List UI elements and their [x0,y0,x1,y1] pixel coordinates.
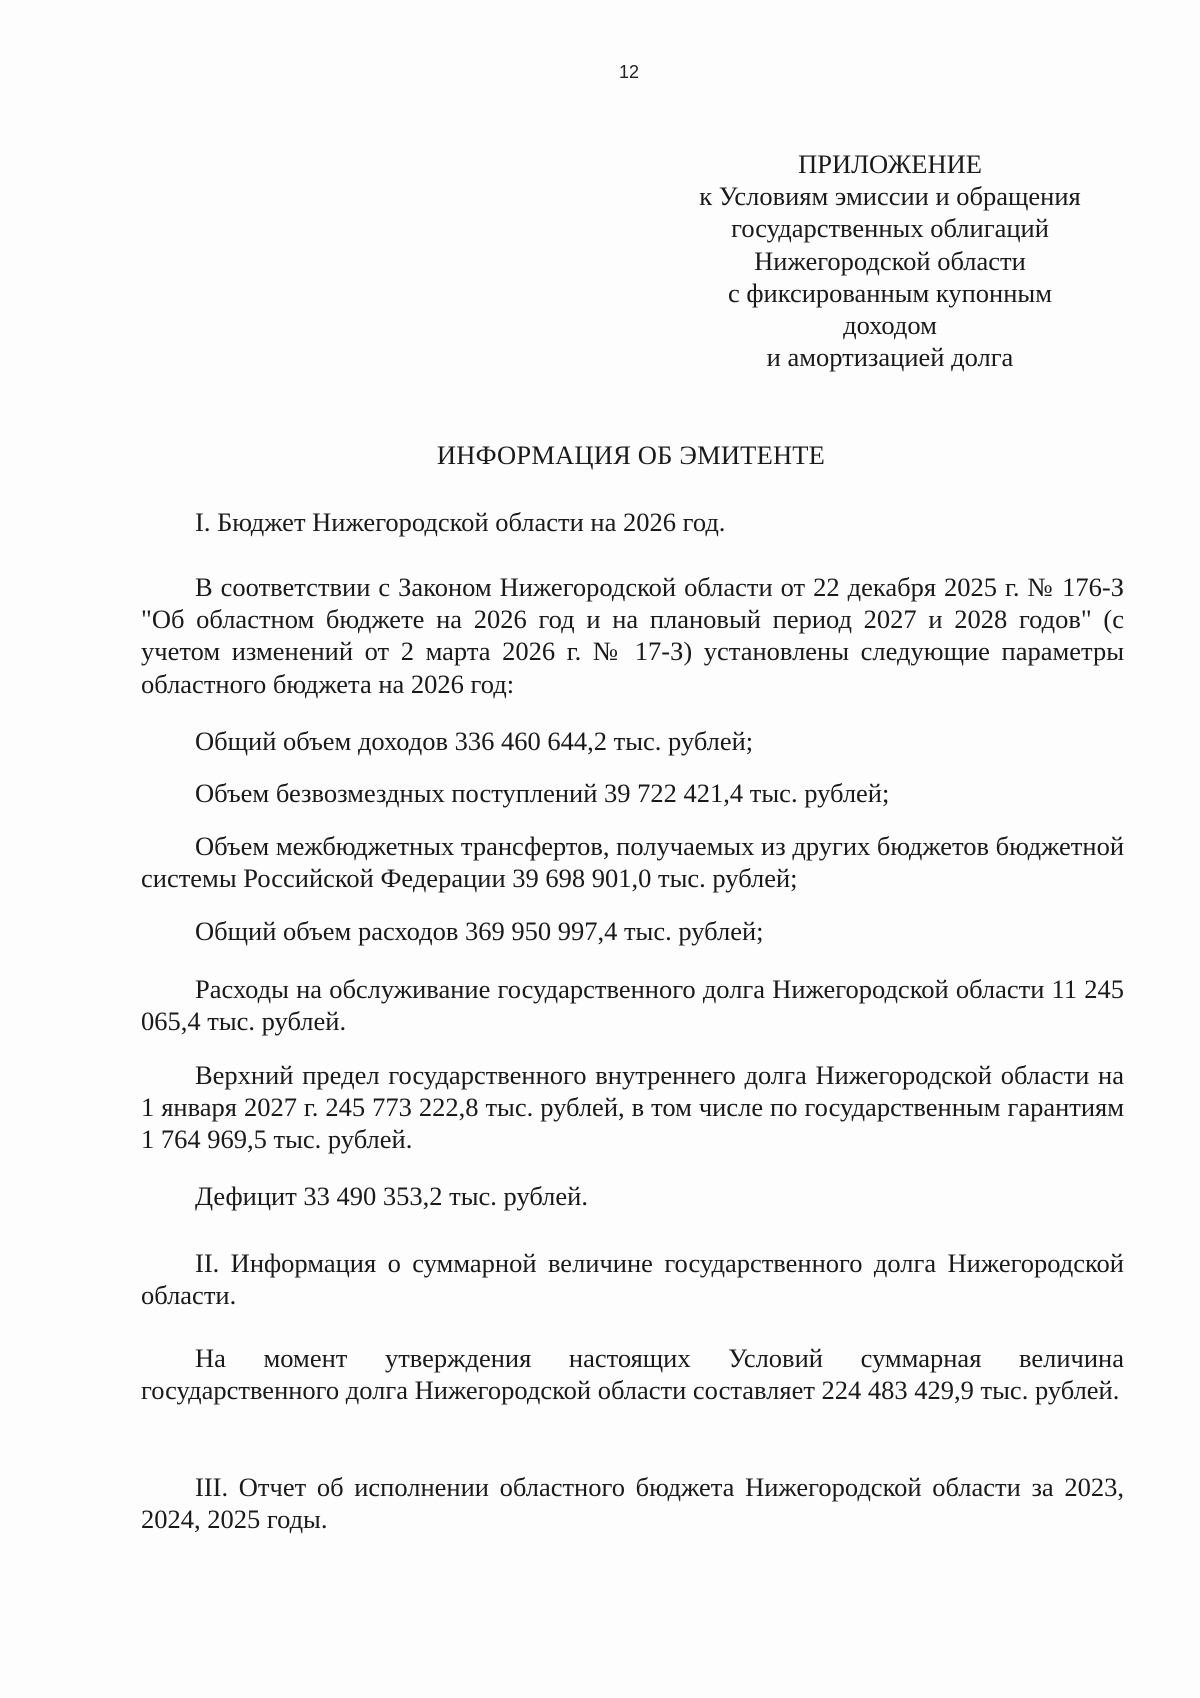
section-1-title: I. Бюджет Нижегородской области на 2026 год. [195,507,726,537]
appendix-line: государственных облигаций [731,213,1049,244]
section-2-title: II. Информация о суммарной величине государственного долга Нижегородской области. [141,1248,1124,1311]
expenses-paragraph: Общий объем расходов 369 950 997,4 тыс. рублей; [195,916,764,946]
appendix-line: с фиксированным купонным [727,277,1052,308]
section-1-intro: В соответствии с Законом Нижегородской области от 22 декабря 2025 г. № 176-З "Об областном бюджете на 2026 год и на плановый период 2027 и 2028 годов" (с учетом изменений от 2 марта 2026 г. № 17-З) установлены следующие параметры областного бюджета на 2026 год: [141,572,1124,699]
document-heading: ИНФОРМАЦИЯ ОБ ЭМИТЕНТЕ [436,440,826,470]
appendix-title: ПРИЛОЖЕНИЕ [798,149,982,179]
appendix-line: и амортизацией долга [766,342,1014,373]
page-number: 12 [618,62,640,82]
appendix-line: доходом [843,310,937,341]
transfers-paragraph: Объем межбюджетных трансфертов, получаемых из других бюджетов бюджетной системы Российской Федерации 39 698 901,0 тыс. рублей; [141,831,1124,894]
appendix-block [660,148,1120,373]
appendix-line: к Условиям эмиссии и обращения [699,181,1081,212]
grants-paragraph: Объем безвозмездных поступлений 39 722 421,4 тыс. рублей; [195,778,890,808]
section-2-text: На момент утверждения настоящих Условий суммарная величина государственного долга Нижегородской области составляет 224 483 429,9 тыс. рублей. [141,1343,1124,1406]
section-3-title: III. Отчет об исполнении областного бюджета Нижегородской области за 2023, 2024, 2025 годы. [141,1472,1124,1535]
income-paragraph: Общий объем доходов 336 460 644,2 тыс. рублей; [195,726,754,756]
debt-service-paragraph: Расходы на обслуживание государственного долга Нижегородской области 11 245 065,4 тыс. рублей. [141,974,1124,1037]
deficit-paragraph: Дефицит 33 490 353,2 тыс. рублей. [195,1181,588,1211]
debt-limit-paragraph: Верхний предел государственного внутреннего долга Нижегородской области на 1 января 2027 г. 245 773 222,8 тыс. рублей, в том числе по государственным гарантиям 1 764 969,5 тыс. рублей. [141,1060,1124,1155]
appendix-line: Нижегородской области [754,245,1026,276]
